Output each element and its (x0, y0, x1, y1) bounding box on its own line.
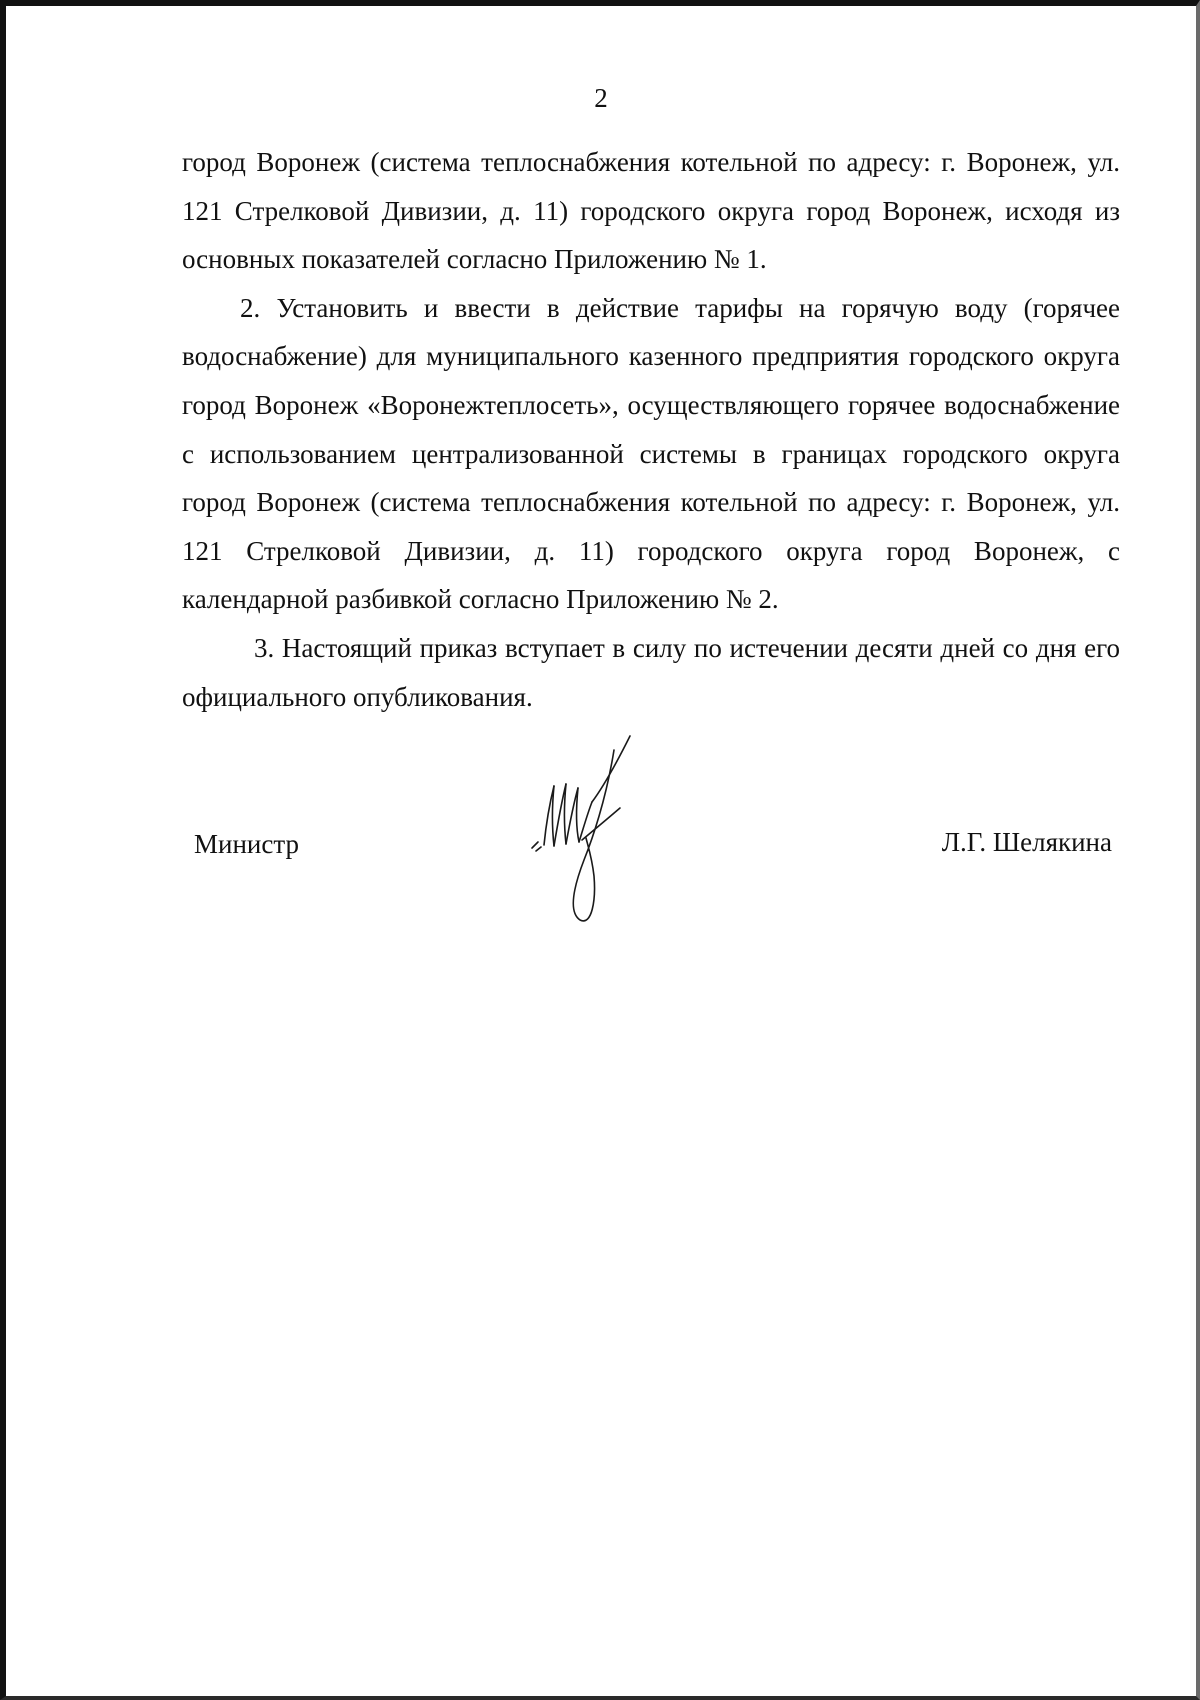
signature-block (182, 726, 1120, 946)
paragraph-continuation: город Воронеж (система теплоснабжения котельной по адресу: г. Воронеж, ул. 121 Стрелковой Дивизии, д. 11) городского округа город Воронеж, исходя из основных показателей согласно Приложению № 1. (182, 147, 1120, 275)
paragraph-item-2: 2. Установить и ввести в действие тарифы на горячую воду (горячее водоснабжение) для муниципального казенного предприятия городского округа город Воронеж «Воронежтеплосеть», осуществляющего горячее водоснабжение с использованием централизованной системы в границах городского округа город Воронеж (система теплоснабжения котельной по адресу: г. Воронеж, ул. 121 Стрелковой Дивизии, д. 11) городского округа город Воронеж, с календарной разбивкой согласно Приложению № 2. (182, 292, 1120, 615)
paragraph-item-3: 3. Настоящий приказ вступает в силу по истечении десяти дней со дня его официального опубликования. (182, 632, 1120, 712)
signer-name: Л.Г. Шелякина (941, 827, 1112, 857)
signer-title: Министр (194, 829, 299, 859)
handwritten-signature (522, 730, 682, 930)
page-number: 2 (594, 83, 608, 113)
document-body (182, 138, 1120, 721)
